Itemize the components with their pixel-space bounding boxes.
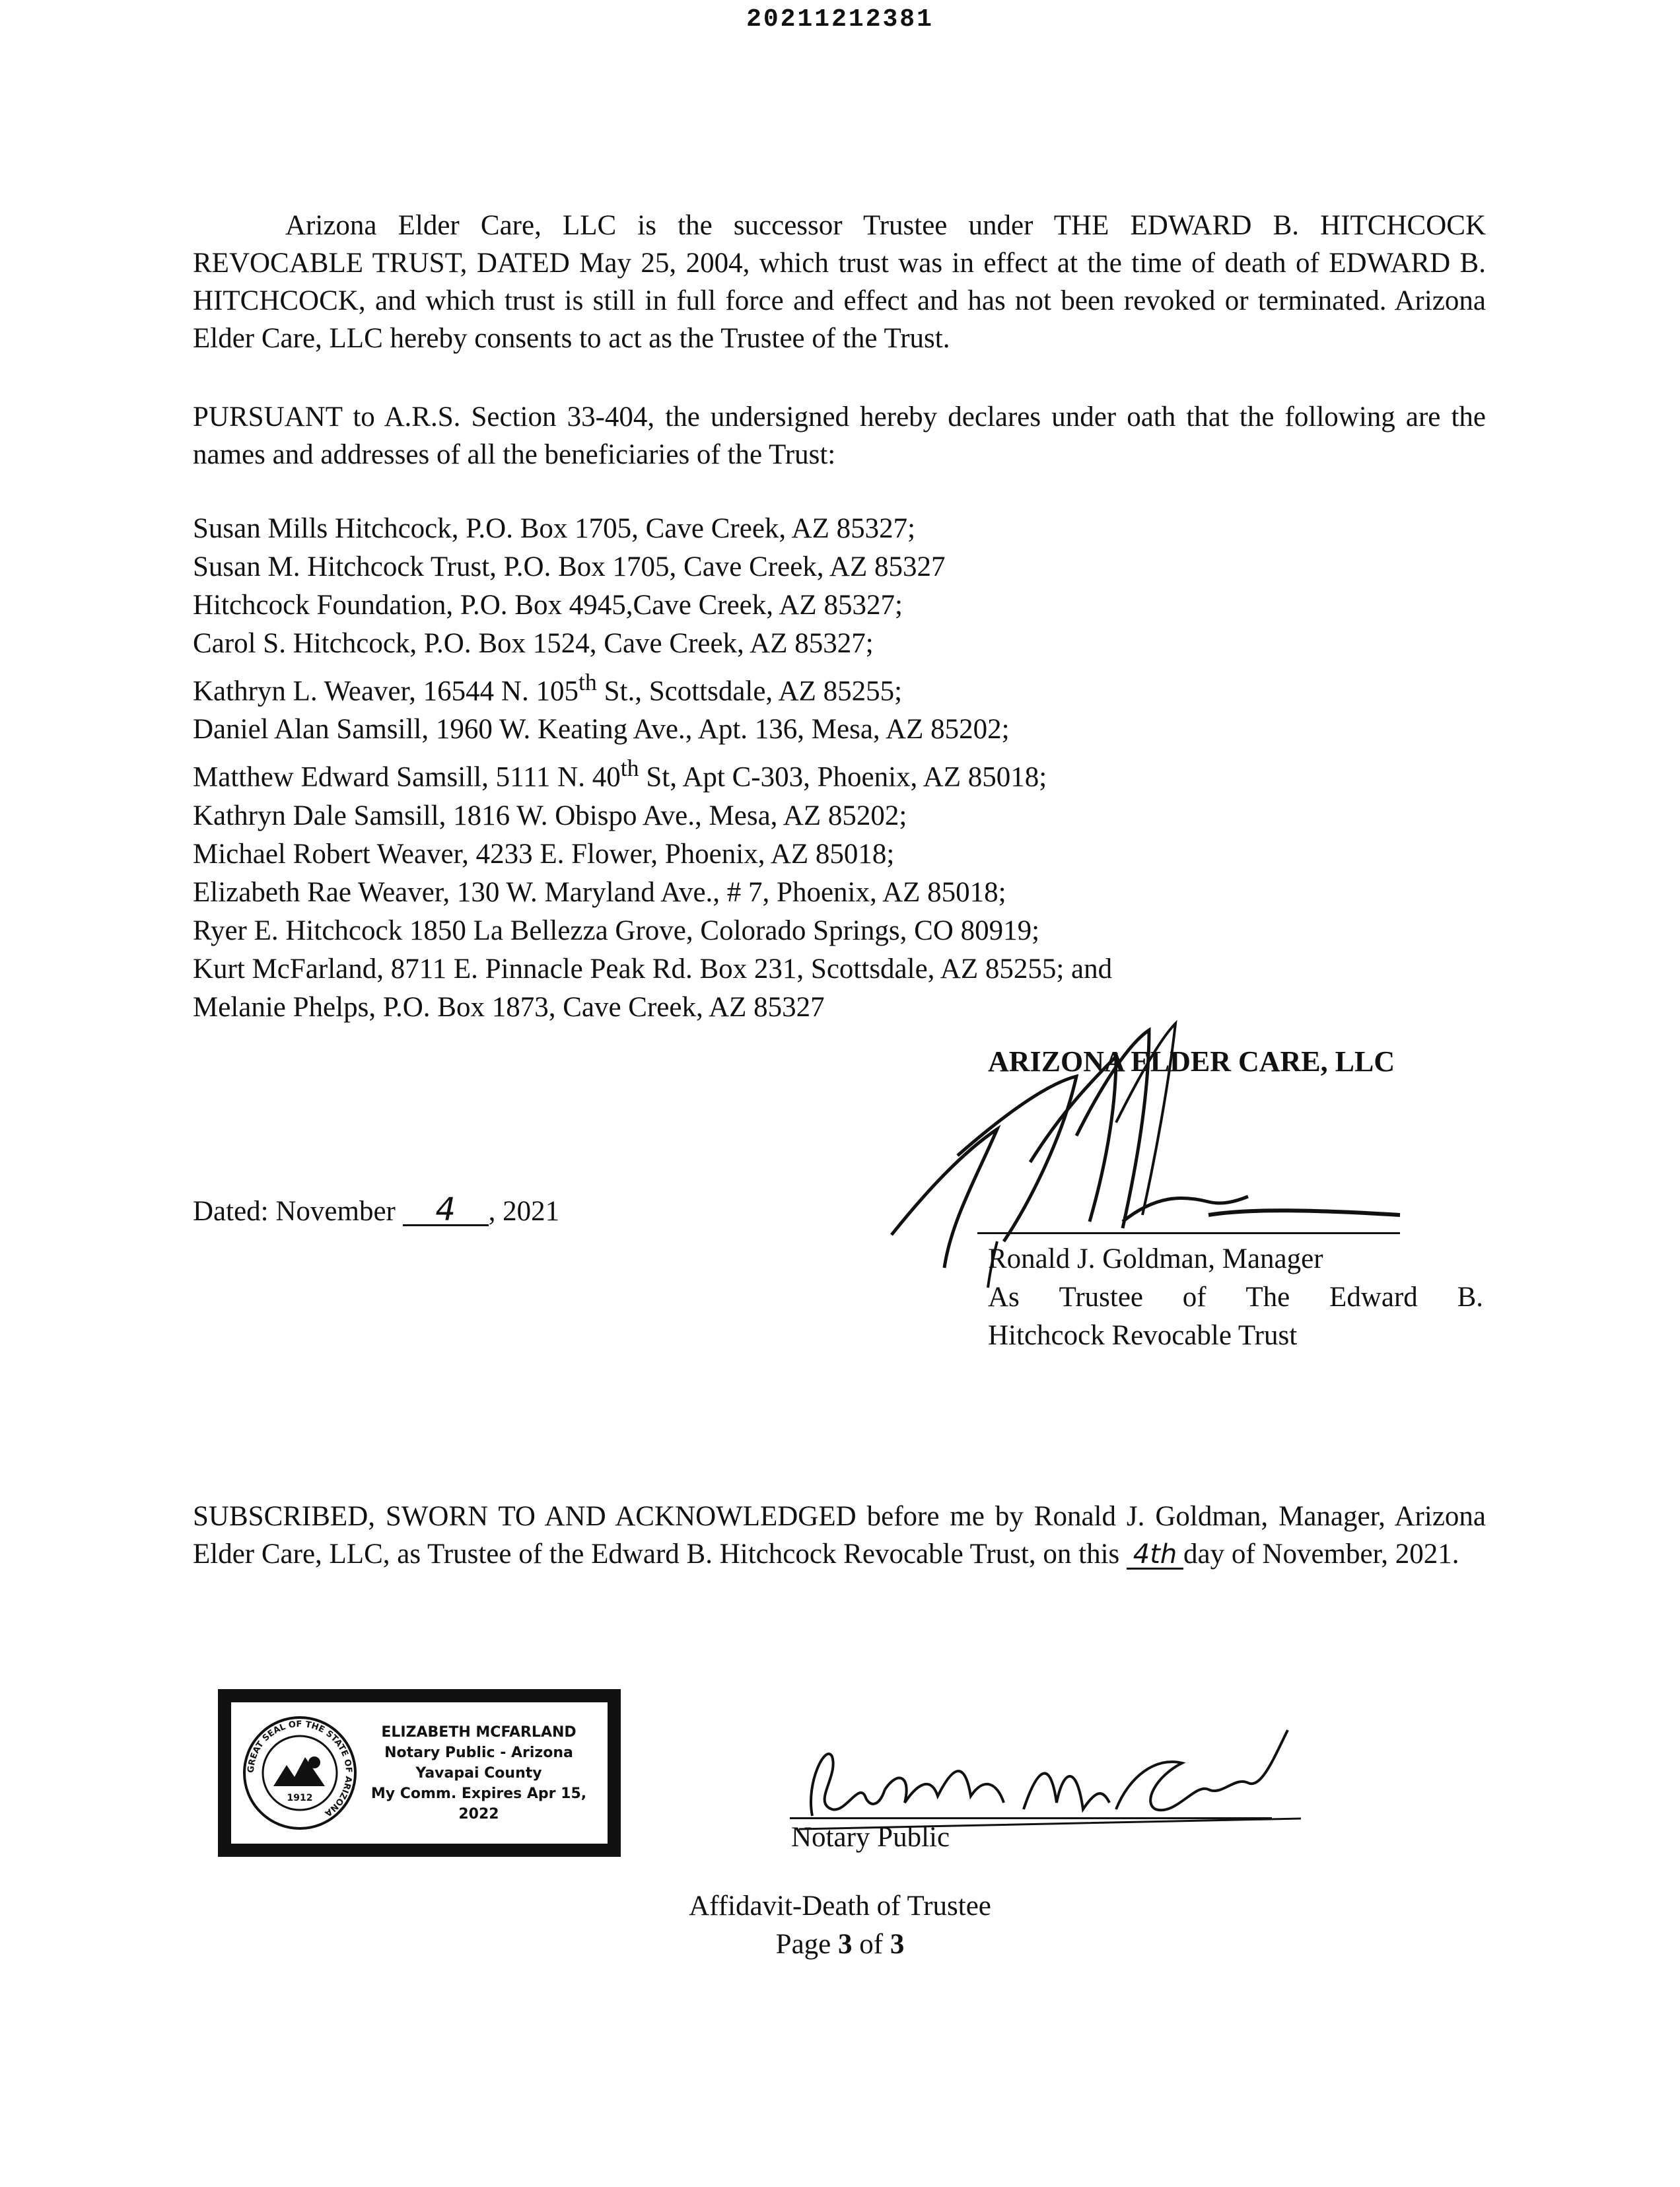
address-text: St., Scottsdale, AZ 85255;: [596, 676, 903, 707]
address-text: Matthew Edward Samsill, 5111 N. 40: [193, 761, 621, 793]
page-number: Page 3 of 3: [775, 1929, 905, 1960]
dated-day: 4: [403, 1195, 489, 1226]
acknowledgment-day: 4th: [1127, 1541, 1183, 1570]
signer-role-word: Edward: [1329, 1282, 1418, 1313]
list-item: Melanie Phelps, P.O. Box 1873, Cave Creek, AZ 85327: [193, 991, 825, 1023]
signer-role-word: Trustee: [1059, 1282, 1144, 1313]
notary-name: ELIZABETH MCFARLAND: [381, 1723, 577, 1741]
list-item: [193, 749, 1112, 796]
notary-label: Notary Public: [791, 1822, 950, 1853]
signer-block: [988, 1240, 1483, 1355]
address-text: Kathryn L. Weaver, 16544 N. 105: [193, 676, 578, 707]
dated-line: [193, 1191, 560, 1228]
page-total: 3: [890, 1929, 905, 1960]
signer-role-word: As: [988, 1282, 1020, 1313]
list-item: Hitchcock Foundation, P.O. Box 4945,Cave Creek, AZ 85327;: [193, 590, 903, 621]
notary-expires: My Comm. Expires Apr 15, 2022: [370, 1785, 587, 1822]
list-item: Kathryn Dale Samsill, 1816 W. Obispo Ave., Mesa, AZ 85202;: [193, 800, 907, 831]
ordinal-suffix: th: [620, 755, 639, 782]
signer-role-word: of: [1182, 1282, 1207, 1313]
page-footer: [0, 1887, 1680, 1964]
signer-role-word: The: [1245, 1282, 1290, 1313]
company-name: ARIZONA ELDER CARE, LLC: [988, 1045, 1395, 1078]
signer-name: Ronald J. Goldman, Manager: [988, 1243, 1323, 1274]
dated-year: , 2021: [488, 1196, 560, 1227]
acknowledgment-text: SUBSCRIBED, SWORN TO AND ACKNOWLEDGED before me by Ronald J. Goldman, Manager, Arizona Elder Care, LLC, as Trustee of the Edward B. Hitchcock Revocable Trust, on this: [193, 1501, 1486, 1570]
list-item: Kurt McFarland, 8711 E. Pinnacle Peak Rd. Box 231, Scottsdale, AZ 85255; and: [193, 953, 1113, 985]
document-number: 20211212381: [746, 5, 934, 34]
address-text: St, Apt C-303, Phoenix, AZ 85018;: [639, 761, 1047, 793]
ordinal-suffix: th: [578, 669, 597, 695]
signer-role-line2: Hitchcock Revocable Trust: [988, 1320, 1298, 1351]
footer-title: Affidavit-Death of Trustee: [689, 1891, 991, 1922]
beneficiary-list: [193, 510, 1112, 1027]
state-seal-icon: [240, 1714, 359, 1832]
list-item: Carol S. Hitchcock, P.O. Box 1524, Cave Creek, AZ 85327;: [193, 628, 874, 659]
acknowledgment-paragraph: [193, 1498, 1486, 1573]
list-item: Ryer E. Hitchcock 1850 La Bellezza Grove, Colorado Springs, CO 80919;: [193, 915, 1040, 946]
dated-label: Dated: November: [193, 1196, 396, 1227]
list-item: Elizabeth Rae Weaver, 130 W. Maryland Ave., # 7, Phoenix, AZ 85018;: [193, 876, 1006, 908]
signature-line: [977, 1232, 1400, 1234]
seal-year: 1912: [287, 1793, 313, 1803]
pursuant-paragraph: PURSUANT to A.R.S. Section 33-404, the undersigned hereby declares under oath that the following are the names and addresses of all the beneficiaries of the Trust:: [193, 401, 1486, 470]
list-item: Daniel Alan Samsill, 1960 W. Keating Ave., Apt. 136, Mesa, AZ 85202;: [193, 714, 1010, 746]
list-item: [193, 663, 1112, 711]
acknowledgment-text-end: day of November, 2021.: [1183, 1539, 1459, 1570]
list-item: Susan Mills Hitchcock, P.O. Box 1705, Cave Creek, AZ 85327;: [193, 513, 916, 544]
notary-title: Notary Public - Arizona: [384, 1744, 573, 1761]
list-item: Michael Robert Weaver, 4233 E. Flower, Phoenix, AZ 85018;: [193, 838, 895, 870]
signer-role: [988, 1278, 1483, 1317]
notary-stamp: [218, 1689, 621, 1857]
list-item: Susan M. Hitchcock Trust, P.O. Box 1705, Cave Creek, AZ 85327: [193, 551, 946, 582]
notary-county: Yavapai County: [415, 1764, 542, 1782]
seal-text: GREAT SEAL OF THE STATE OF ARIZONA: [246, 1719, 354, 1819]
notary-signature-line: [790, 1817, 1272, 1819]
page-current: 3: [838, 1929, 853, 1960]
signer-role-word: B.: [1457, 1282, 1483, 1313]
intro-paragraph: Arizona Elder Care, LLC is the successor Trustee under THE EDWARD B. HITCHCOCK REVOCABLE TRUST, DATED May 25, 2004, which trust was in effect at the time of death of EDWARD B. HITCHCOCK, and which trust is still in full force and effect and has not been revoked or terminated. Arizona Elder Care, LLC hereby consents to act as the Trustee of the Trust.: [193, 210, 1486, 354]
